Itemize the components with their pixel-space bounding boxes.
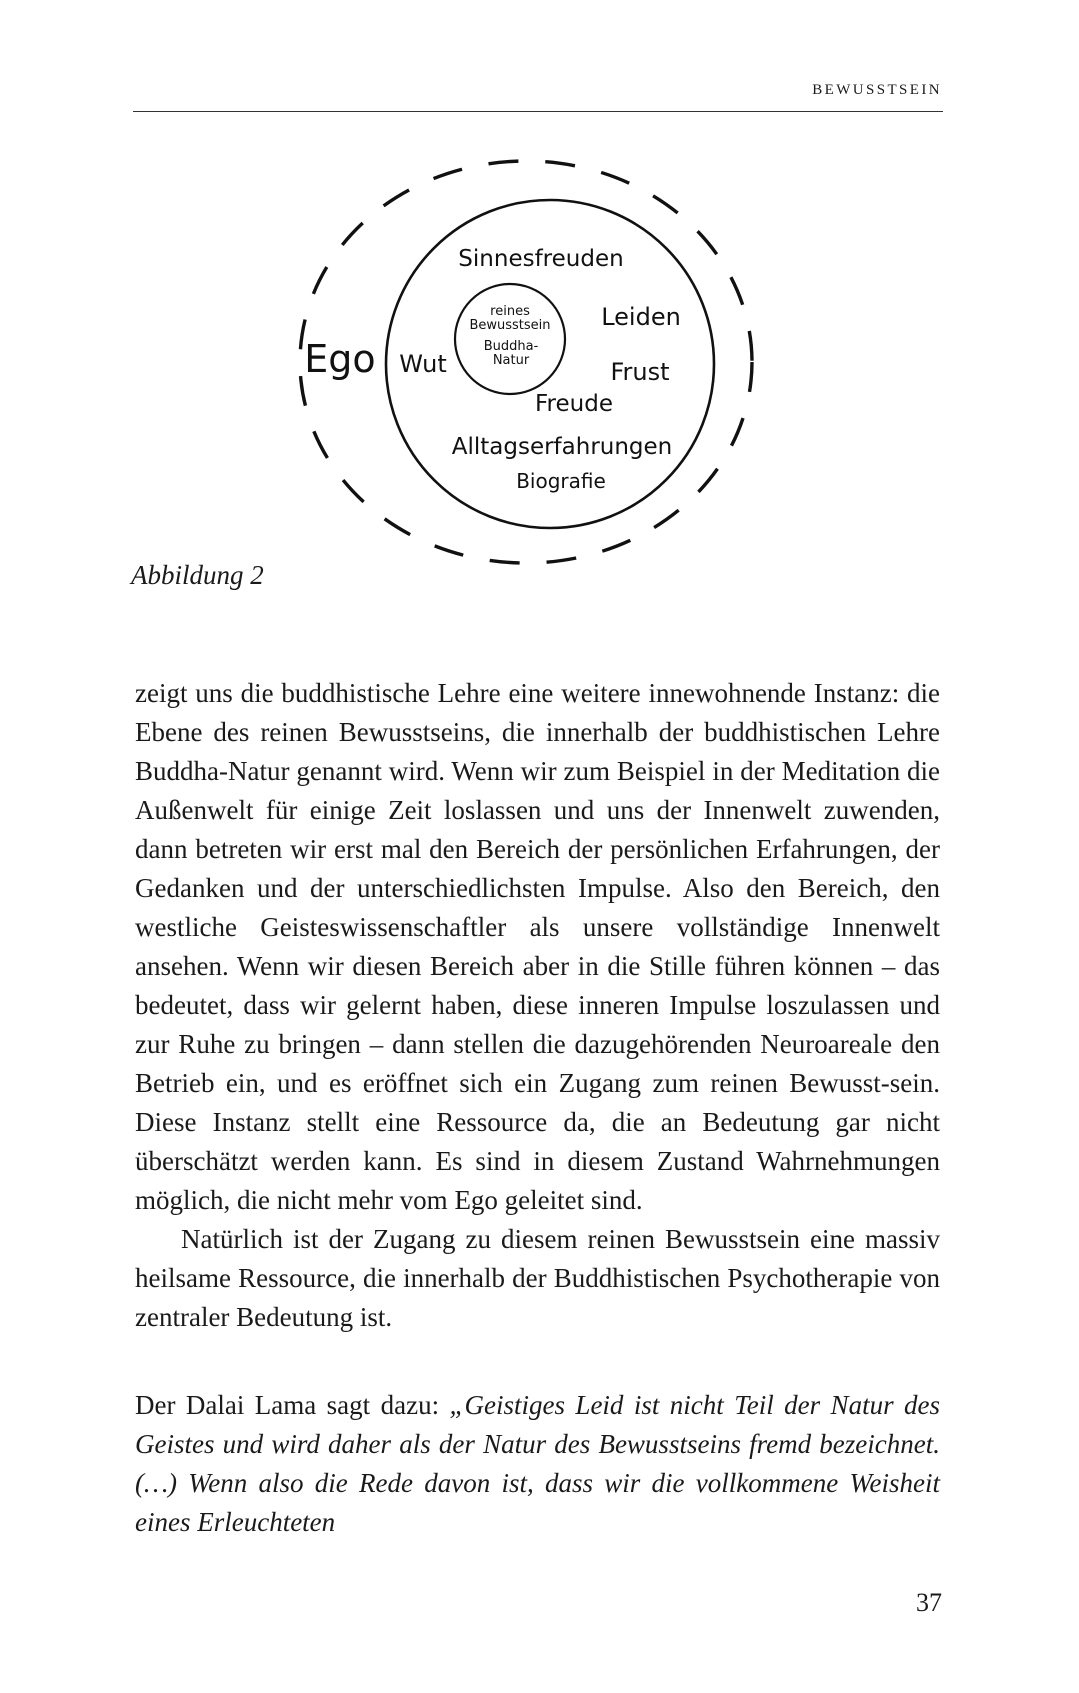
quote-intro: Der Dalai Lama sagt dazu: <box>135 1390 450 1420</box>
label-reines: reines <box>490 304 530 319</box>
label-biografie: Biografie <box>516 469 606 493</box>
running-head: BEWUSSTSEIN <box>812 82 942 98</box>
quote-text: „Geistiges Leid ist nicht Teil der Natur des Geistes und wird daher als der Natur des Bewusstseins fremd bezeichnet. (…) Wenn also die Rede davon ist, dass wir die vollkommene Weisheit eines Erleuchteten <box>135 1390 940 1537</box>
diagram-svg <box>0 0 1079 600</box>
paragraph-2: Natürlich ist der Zugang zu diesem reinen Bewusstsein eine massiv heilsame Ressource, die innerhalb der Buddhistischen Psychotherapie von zentraler Bedeutung ist. <box>135 1224 940 1332</box>
figure-caption: Abbildung 2 <box>131 560 264 590</box>
label-wut: Wut <box>399 350 447 378</box>
label-leiden: Leiden <box>601 303 681 331</box>
label-buddha: Buddha- <box>483 339 539 354</box>
figure-consciousness-diagram <box>0 0 1079 600</box>
body-text <box>135 674 940 1337</box>
label-freude: Freude <box>535 391 613 417</box>
page-number: 37 <box>916 1588 942 1617</box>
paragraph-1: zeigt uns die buddhistische Lehre eine weitere innewohnende Instanz: die Ebene des reinen Bewusstseins, die innerhalb der buddhistischen Lehre Buddha-Natur genannt wird. Wenn wir zum Beispiel in der Meditation die Außenwelt für einige Zeit loslassen und uns der Innenwelt zuwenden, dann betreten wir erst mal den Bereich der persönlichen Erfahrungen, der Gedanken und der unterschiedlichsten Impulse. Also den Bereich, den westliche Geisteswissenschaftler als unsere vollständige Innenwelt ansehen. Wenn wir diesen Bereich aber in die Stille führen können – das bedeutet, dass wir gelernt haben, diese inneren Impulse loszulassen und zur Ruhe zu bringen – dann stellen die dazugehörenden Neuroareale den Betrieb ein, und es eröffnet sich ein Zugang zum reinen Bewusst-sein. Diese Instanz stellt eine Ressource da, die an Bedeutung gar nicht überschätzt werden kann. Es sind in diesem Zustand Wahrnehmungen möglich, die nicht mehr vom Ego geleitet sind. <box>135 678 940 1215</box>
quote-paragraph <box>135 1386 940 1542</box>
label-alltagserfahrungen: Alltagserfahrungen <box>451 434 673 460</box>
label-bewusstsein: Bewusstsein <box>469 318 551 333</box>
label-natur: Natur <box>492 353 530 368</box>
label-sinnesfreuden: Sinnesfreuden <box>458 246 624 272</box>
label-ego: Ego <box>304 337 376 381</box>
label-frust: Frust <box>610 358 670 386</box>
